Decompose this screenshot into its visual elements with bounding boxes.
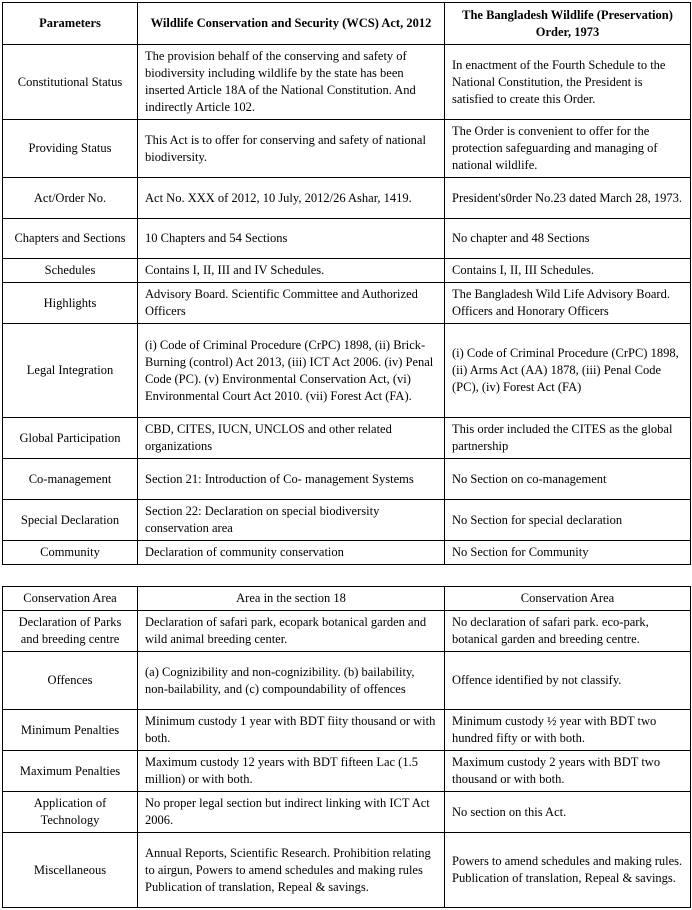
table-row (3, 418, 691, 459)
header-wcs-act: Wildlife Conservation and Security (WCS) Act, 2012 (138, 3, 445, 45)
order-cell: President's0rder No.23 dated March 28, 1973. (445, 178, 691, 219)
param-cell: Legal Integration (3, 324, 138, 418)
header-area-section-18: Area in the section 18 (138, 587, 445, 611)
wcs-cell: Advisory Board. Scientific Committee and Authorized Officers (138, 283, 445, 324)
header-conservation-area: Conservation Area (3, 587, 138, 611)
wcs-cell: 10 Chapters and 54 Sections (138, 219, 445, 259)
param-cell: Chapters and Sections (3, 219, 138, 259)
table-row (3, 652, 691, 710)
wcs-cell: No proper legal section but indirect linking with ICT Act 2006. (138, 792, 445, 833)
wcs-cell: Maximum custody 12 years with BDT fifteen Lac (1.5 million) or with both. (138, 751, 445, 792)
table-header-row (3, 587, 691, 611)
order-cell: Offence identified by not classify. (445, 652, 691, 710)
param-cell: Constitutional Status (3, 45, 138, 120)
table-row (3, 710, 691, 751)
param-cell: Special Declaration (3, 500, 138, 541)
table-row (3, 833, 691, 908)
table-row (3, 500, 691, 541)
param-cell: Declaration of Parks and breeding centre (3, 611, 138, 652)
order-cell: (i) Code of Criminal Procedure (CrPC) 1898, (ii) Arms Act (AA) 1878, (iii) Penal Code (PC), (iv) Forest Act (FA) (445, 324, 691, 418)
header-conservation-area-order: Conservation Area (445, 587, 691, 611)
param-cell: Schedules (3, 259, 138, 283)
param-cell: Global Participation (3, 418, 138, 459)
table-row (3, 219, 691, 259)
wcs-cell: (a) Cognizibility and non-cognizibility. (b) bailability, non-bailability, and (c) compoundability of offences (138, 652, 445, 710)
wcs-cell: (i) Code of Criminal Procedure (CrPC) 1898, (ii) Brick-Burning (control) Act 2013, (iii) ICT Act 2006. (iv) Penal Code (PC). (v) Environmental Conservation Act, (vi) Environmental Court Act 2010. (vii) Forest Act (FA). (138, 324, 445, 418)
header-preservation-order: The Bangladesh Wildlife (Preservation) Order, 1973 (445, 3, 691, 45)
wcs-cell: Declaration of safari park, ecopark botanical garden and wild animal breeding center. (138, 611, 445, 652)
order-cell: No section on this Act. (445, 792, 691, 833)
wcs-cell: Declaration of community conservation (138, 541, 445, 565)
order-cell: The Bangladesh Wild Life Advisory Board. Officers and Honorary Officers (445, 283, 691, 324)
param-cell: Offences (3, 652, 138, 710)
order-cell: In enactment of the Fourth Schedule to the National Constitution, the President is satisfied to create this Order. (445, 45, 691, 120)
order-cell: No Section on co-management (445, 459, 691, 500)
table-row (3, 45, 691, 120)
param-cell: Maximum Penalties (3, 751, 138, 792)
param-cell: Act/Order No. (3, 178, 138, 219)
wcs-cell: Minimum custody 1 year with BDT fiity thousand or with both. (138, 710, 445, 751)
comparison-table-main (2, 2, 691, 565)
wcs-cell: Contains I, II, III and IV Schedules. (138, 259, 445, 283)
wcs-cell: Section 21: Introduction of Co- management Systems (138, 459, 445, 500)
param-cell: Community (3, 541, 138, 565)
order-cell: No Section for special declaration (445, 500, 691, 541)
order-cell: No declaration of safari park. eco-park, botanical garden and breeding centre. (445, 611, 691, 652)
wcs-cell: This Act is to offer for conserving and safety of national biodiversity. (138, 120, 445, 178)
param-cell: Co-management (3, 459, 138, 500)
order-cell: Maximum custody 2 years with BDT two thousand or with both. (445, 751, 691, 792)
table-row (3, 120, 691, 178)
order-cell: This order included the CITES as the global partnership (445, 418, 691, 459)
param-cell: Minimum Penalties (3, 710, 138, 751)
header-parameters: Parameters (3, 3, 138, 45)
table-row (3, 751, 691, 792)
wcs-cell: CBD, CITES, IUCN, UNCLOS and other related organizations (138, 418, 445, 459)
table-row (3, 611, 691, 652)
table-row (3, 259, 691, 283)
table-row (3, 792, 691, 833)
table-row (3, 178, 691, 219)
comparison-table-continued (2, 586, 691, 908)
order-cell: The Order is convenient to offer for the protection safeguarding and managing of national wildlife. (445, 120, 691, 178)
param-cell: Providing Status (3, 120, 138, 178)
wcs-cell: The provision behalf of the conserving and safety of biodiversity including wildlife by the state has been inserted Article 18A of the National Constitution. And indirectly Article 102. (138, 45, 445, 120)
order-cell: Contains I, II, III Schedules. (445, 259, 691, 283)
table-row (3, 459, 691, 500)
order-cell: No Section for Community (445, 541, 691, 565)
wcs-cell: Section 22: Declaration on special biodiversity conservation area (138, 500, 445, 541)
wcs-cell: Annual Reports, Scientific Research. Prohibition relating to airgun, Powers to amend schedules and making rules Publication of translation, Repeal & savings. (138, 833, 445, 908)
table-row (3, 324, 691, 418)
param-cell: Miscellaneous (3, 833, 138, 908)
table-row (3, 283, 691, 324)
table-header-row (3, 3, 691, 45)
param-cell: Highlights (3, 283, 138, 324)
order-cell: Minimum custody ½ year with BDT two hundred fifty or with both. (445, 710, 691, 751)
param-cell: Application of Technology (3, 792, 138, 833)
order-cell: No chapter and 48 Sections (445, 219, 691, 259)
table-row (3, 541, 691, 565)
wcs-cell: Act No. XXX of 2012, 10 July, 2012/26 Ashar, 1419. (138, 178, 445, 219)
order-cell: Powers to amend schedules and making rules. Publication of translation, Repeal & savings. (445, 833, 691, 908)
